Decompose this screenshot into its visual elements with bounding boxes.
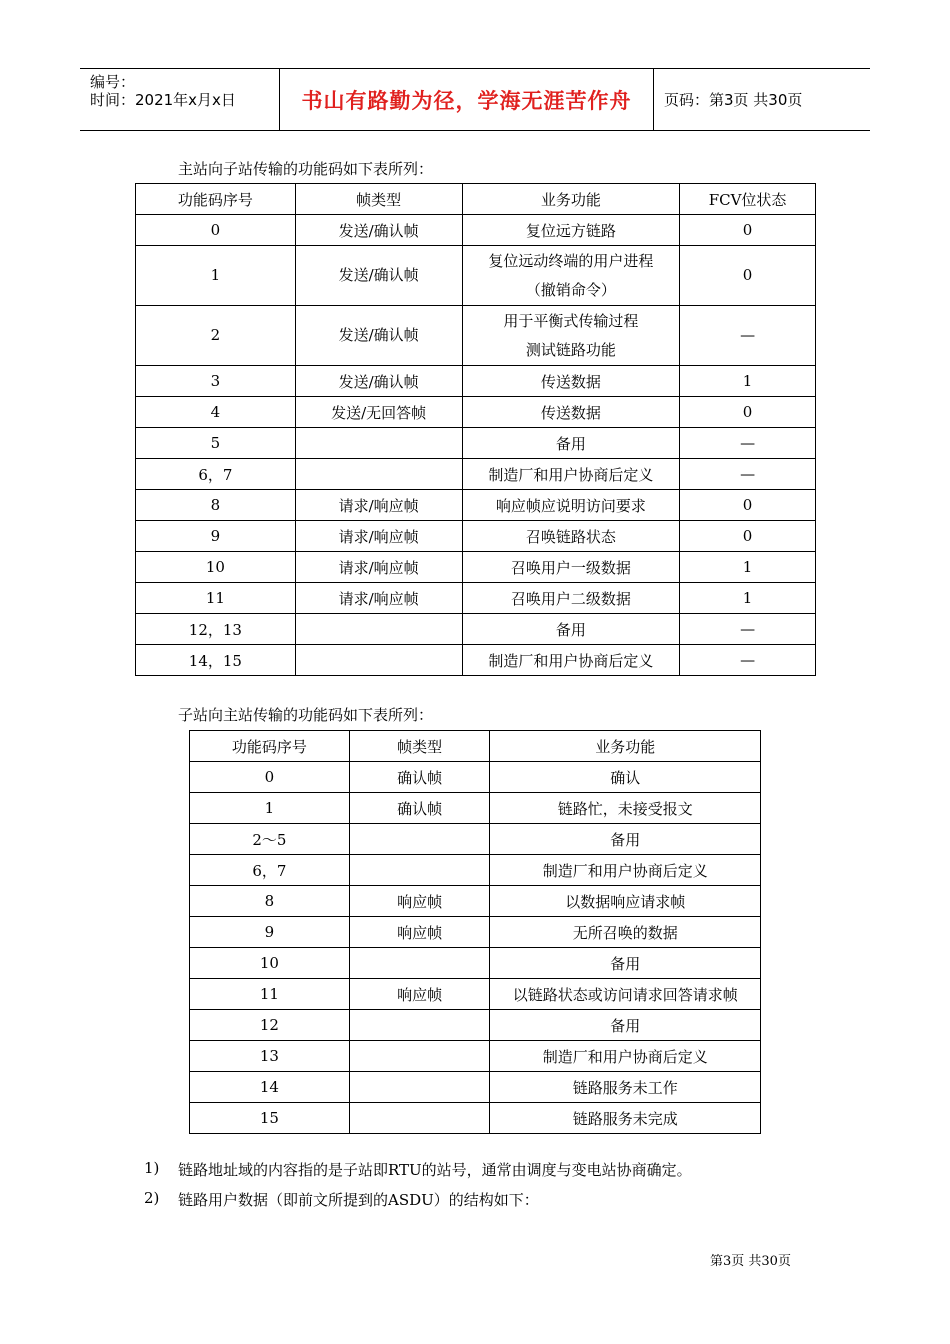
table2-header-type: 帧类型	[349, 731, 490, 762]
frame-type-cell: 响应帧	[349, 886, 490, 917]
function-code-cell: 1	[136, 246, 296, 306]
function-code-cell: 2	[136, 306, 296, 366]
frame-type-cell: 确认帧	[349, 762, 490, 793]
table-row	[136, 366, 816, 397]
table-row	[190, 855, 761, 886]
service-function-line: 传送数据	[540, 372, 601, 391]
note-number: 1)	[144, 1159, 160, 1177]
table-row	[136, 521, 816, 552]
header-motto: 书山有路勤为径，学海无涯苦作舟	[280, 69, 654, 130]
table-row	[136, 614, 816, 645]
note-number: 2)	[144, 1189, 160, 1207]
table1-header-function: 业务功能	[462, 184, 680, 215]
service-function-cell	[462, 490, 680, 521]
service-function-cell: 备用	[490, 948, 761, 979]
frame-type-cell: 发送/确认帧	[295, 366, 462, 397]
frame-type-cell	[349, 1041, 490, 1072]
fcv-status-cell: —	[680, 428, 816, 459]
frame-type-cell	[295, 614, 462, 645]
service-function-cell: 备用	[490, 1010, 761, 1041]
function-code-cell: 14	[190, 1072, 350, 1103]
frame-type-cell	[349, 1103, 490, 1134]
fcv-status-cell: —	[680, 614, 816, 645]
fcv-status-cell: 0	[680, 397, 816, 428]
function-code-cell: 6，7	[136, 459, 296, 490]
service-function-cell: 以链路状态或访问请求回答请求帧	[490, 979, 761, 1010]
fcv-status-cell: 1	[680, 366, 816, 397]
service-function-line: 召唤链路状态	[525, 527, 616, 546]
function-code-cell: 0	[136, 215, 296, 246]
service-function-cell: 链路忙，未接受报文	[490, 793, 761, 824]
service-function-line: 复位远方链路	[525, 221, 616, 240]
service-function-cell	[462, 583, 680, 614]
table-row	[190, 948, 761, 979]
frame-type-cell	[349, 824, 490, 855]
frame-type-cell: 发送/确认帧	[295, 306, 462, 366]
service-function-line: 制造厂和用户协商后定义	[488, 465, 654, 484]
table-row	[190, 793, 761, 824]
function-code-cell: 6，7	[190, 855, 350, 886]
header-meta	[80, 69, 280, 130]
fcv-status-cell: 0	[680, 521, 816, 552]
fcv-status-cell: 0	[680, 490, 816, 521]
page-header	[80, 68, 870, 131]
function-code-cell: 8	[190, 886, 350, 917]
frame-type-cell: 请求/响应帧	[295, 490, 462, 521]
service-function-line: 备用	[555, 620, 586, 639]
table1-header-row	[136, 184, 816, 215]
function-code-cell: 15	[190, 1103, 350, 1134]
service-function-cell: 确认	[490, 762, 761, 793]
service-function-cell: 制造厂和用户协商后定义	[490, 1041, 761, 1072]
function-code-cell: 12	[190, 1010, 350, 1041]
function-code-cell: 2～5	[190, 824, 350, 855]
note-text: 链路地址域的内容指的是子站即RTU的站号，通常由调度与变电站协商确定。	[178, 1161, 692, 1179]
function-code-cell: 5	[136, 428, 296, 459]
frame-type-cell	[349, 1010, 490, 1041]
frame-type-cell	[295, 645, 462, 676]
doc-number-label: 编号：	[90, 73, 136, 91]
table-row	[136, 552, 816, 583]
table1-header-type: 帧类型	[295, 184, 462, 215]
service-function-line: 用于平衡式传输过程	[503, 311, 639, 330]
service-function-cell	[462, 552, 680, 583]
table2-header-code: 功能码序号	[190, 731, 350, 762]
table-row	[136, 246, 816, 306]
table-row	[136, 459, 816, 490]
frame-type-cell: 响应帧	[349, 917, 490, 948]
service-function-cell: 链路服务未工作	[490, 1072, 761, 1103]
fcv-status-cell: —	[680, 306, 816, 366]
service-function-cell	[462, 397, 680, 428]
frame-type-cell: 确认帧	[349, 793, 490, 824]
frame-type-cell: 响应帧	[349, 979, 490, 1010]
service-function-cell	[462, 366, 680, 397]
service-function-cell: 无所召唤的数据	[490, 917, 761, 948]
function-code-cell: 4	[136, 397, 296, 428]
service-function-line: 召唤用户一级数据	[510, 558, 631, 577]
table2-header-row	[190, 731, 761, 762]
fcv-status-cell: —	[680, 459, 816, 490]
table-row	[190, 979, 761, 1010]
table-row	[190, 886, 761, 917]
function-code-cell: 14，15	[136, 645, 296, 676]
service-function-cell	[462, 306, 680, 366]
function-code-cell: 11	[190, 979, 350, 1010]
table-row	[136, 428, 816, 459]
frame-type-cell	[295, 428, 462, 459]
service-function-cell	[462, 428, 680, 459]
table2-header-function: 业务功能	[490, 731, 761, 762]
table-row	[190, 762, 761, 793]
doc-time-label: 时间：2021年x月x日	[90, 91, 236, 109]
header-page-info: 页码：第3页 共30页	[664, 91, 803, 109]
frame-type-cell	[349, 1072, 490, 1103]
table-row	[136, 397, 816, 428]
function-code-cell: 11	[136, 583, 296, 614]
master-to-slave-function-code-table	[135, 183, 816, 676]
service-function-cell: 以数据响应请求帧	[490, 886, 761, 917]
table-row	[136, 490, 816, 521]
service-function-line: 复位远动终端的用户进程	[488, 251, 654, 270]
service-function-line: 测试链路功能	[525, 340, 616, 359]
frame-type-cell: 发送/确认帧	[295, 246, 462, 306]
slave-to-master-function-code-table	[189, 730, 761, 1134]
table-row	[136, 645, 816, 676]
frame-type-cell	[349, 948, 490, 979]
note-2	[144, 1189, 539, 1210]
table-row	[190, 1103, 761, 1134]
table-row	[190, 824, 761, 855]
fcv-status-cell: 1	[680, 583, 816, 614]
table2-caption: 子站向主站传输的功能码如下表所列：	[178, 706, 434, 724]
table-row	[190, 917, 761, 948]
function-code-cell: 9	[136, 521, 296, 552]
function-code-cell: 12，13	[136, 614, 296, 645]
service-function-cell	[462, 614, 680, 645]
service-function-line: 备用	[555, 434, 586, 453]
note-1	[144, 1159, 692, 1180]
table1-header-code: 功能码序号	[136, 184, 296, 215]
frame-type-cell: 发送/确认帧	[295, 215, 462, 246]
frame-type-cell	[349, 855, 490, 886]
fcv-status-cell: 0	[680, 246, 816, 306]
fcv-status-cell: 0	[680, 215, 816, 246]
service-function-cell	[462, 215, 680, 246]
table1-header-fcv: FCV位状态	[680, 184, 816, 215]
service-function-cell: 链路服务未完成	[490, 1103, 761, 1134]
fcv-status-cell: —	[680, 645, 816, 676]
table-row	[136, 215, 816, 246]
service-function-cell	[462, 246, 680, 306]
table-row	[190, 1041, 761, 1072]
fcv-status-cell: 1	[680, 552, 816, 583]
frame-type-cell	[295, 459, 462, 490]
function-code-cell: 9	[190, 917, 350, 948]
service-function-cell: 备用	[490, 824, 761, 855]
function-code-cell: 0	[190, 762, 350, 793]
table-row	[136, 306, 816, 366]
frame-type-cell: 发送/无回答帧	[295, 397, 462, 428]
function-code-cell: 13	[190, 1041, 350, 1072]
function-code-cell: 3	[136, 366, 296, 397]
note-text: 链路用户数据（即前文所提到的ASDU）的结构如下：	[178, 1191, 539, 1209]
service-function-cell: 制造厂和用户协商后定义	[490, 855, 761, 886]
function-code-cell: 8	[136, 490, 296, 521]
service-function-cell	[462, 521, 680, 552]
service-function-cell	[462, 459, 680, 490]
service-function-line: 制造厂和用户协商后定义	[488, 651, 654, 670]
service-function-line: 召唤用户二级数据	[510, 589, 631, 608]
frame-type-cell: 请求/响应帧	[295, 552, 462, 583]
service-function-line: 传送数据	[540, 403, 601, 422]
function-code-cell: 10	[190, 948, 350, 979]
function-code-cell: 1	[190, 793, 350, 824]
service-function-cell	[462, 645, 680, 676]
page-footer: 第3页 共30页	[710, 1254, 791, 1269]
table-row	[136, 583, 816, 614]
service-function-line: （撤销命令）	[525, 280, 616, 299]
service-function-line: 响应帧应说明访问要求	[495, 496, 646, 515]
frame-type-cell: 请求/响应帧	[295, 521, 462, 552]
function-code-cell: 10	[136, 552, 296, 583]
table-row	[190, 1010, 761, 1041]
table-row	[190, 1072, 761, 1103]
frame-type-cell: 请求/响应帧	[295, 583, 462, 614]
table1-caption: 主站向子站传输的功能码如下表所列：	[178, 160, 434, 178]
